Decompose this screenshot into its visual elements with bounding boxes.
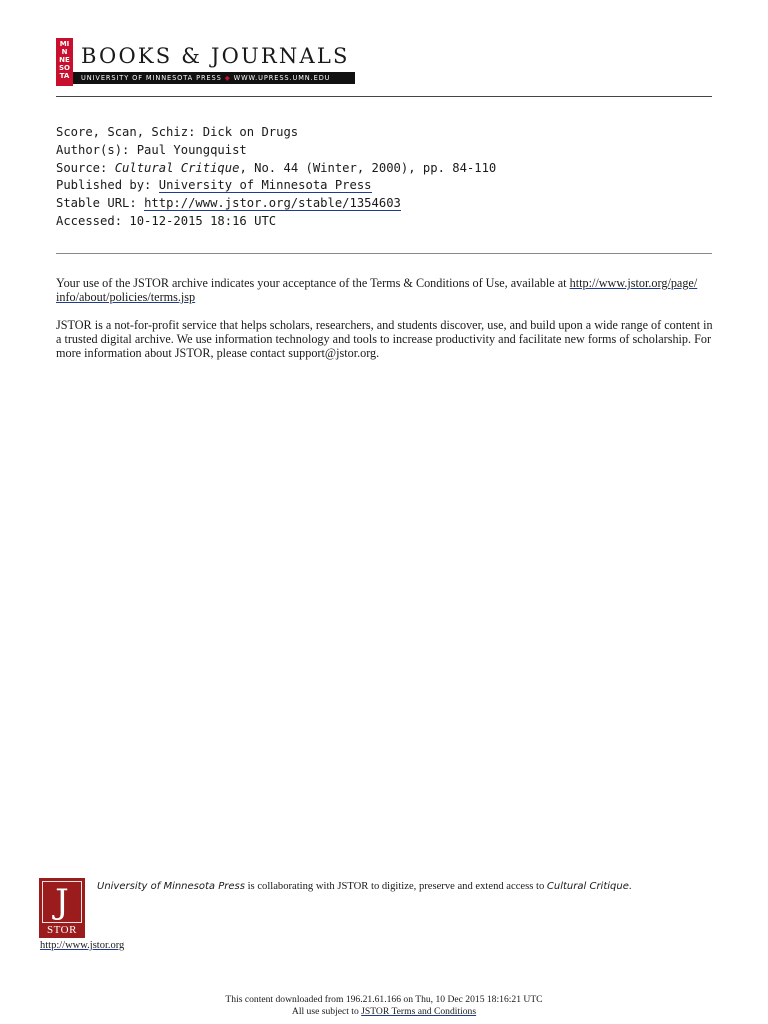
article-stable-url <box>56 195 496 213</box>
mark-letter: MI <box>59 40 70 48</box>
terms-footer-line <box>0 1006 768 1018</box>
article-authors: Author(s): Paul Youngquist <box>56 142 247 157</box>
logo-bar-press: UNIVERSITY OF MINNESOTA PRESS <box>81 74 222 82</box>
logo-bar-url: WWW.UPRESS.UMN.EDU <box>233 74 331 82</box>
download-info: This content downloaded from 196.21.61.166 on Thu, 10 Dec 2015 18:16:21 UTC <box>225 994 543 1005</box>
stable-url-label: Stable URL: <box>56 196 145 211</box>
collab-publisher: University of Minnesota Press <box>97 881 245 892</box>
terms-url-part: info/about/policies/terms.jsp <box>56 290 196 305</box>
jstor-logo-icon[interactable] <box>39 878 85 938</box>
stable-url-link[interactable]: http://www.jstor.org/stable/1354603 <box>144 196 401 211</box>
article-publisher <box>56 177 496 195</box>
logo-bar <box>73 72 355 84</box>
jstor-about-notice: JSTOR is a not-for-profit service that helps scholars, researchers, and students discover, use, and build upon a wide range of content in a trusted digital archive. We use information technology and tools to increase productivity and facilitate new forms of scholarship. For more information about JSTOR, please contact support@jstor.org. <box>56 318 713 361</box>
publisher-label: Published by: <box>56 178 159 193</box>
source-journal: Cultural Critique <box>114 160 240 175</box>
terms-notice-text: Your use of the JSTOR archive indicates your acceptance of the Terms & Conditions of Use, available at <box>56 276 570 290</box>
publisher-link[interactable]: University of Minnesota Press <box>158 178 372 193</box>
middle-divider <box>56 253 712 254</box>
article-metadata <box>56 124 496 231</box>
top-divider <box>56 96 712 97</box>
article-title: Score, Scan, Schiz: Dick on Drugs <box>56 125 299 139</box>
source-label: Source: <box>56 160 115 175</box>
mark-letter: TA <box>59 72 70 80</box>
press-logo <box>56 38 356 86</box>
collab-text: is collaborating with JSTOR to digitize, preserve and extend access to <box>244 881 547 892</box>
collab-end: . <box>628 881 632 892</box>
terms-notice <box>56 276 716 304</box>
jstor-home-link[interactable]: http://www.jstor.org <box>40 940 125 951</box>
terms-footer-prefix: All use subject to <box>291 1005 362 1017</box>
logo-title: BOOKS & JOURNALS <box>81 44 350 68</box>
mark-letter: SO <box>59 64 70 72</box>
logo-bar-separator: ◆ <box>224 74 231 82</box>
minnesota-mark-icon <box>56 38 73 86</box>
mark-letter: N <box>61 48 68 56</box>
source-details: , No. 44 (Winter, 2000), pp. 84-110 <box>239 160 497 175</box>
mark-letter: NE <box>59 56 70 64</box>
jstor-logo-letter: J <box>42 881 82 923</box>
download-footer <box>0 994 768 1017</box>
jstor-logo-word: STOR <box>47 924 77 936</box>
terms-url-part: http://www.jstor.org/page/ <box>569 276 698 290</box>
article-source <box>56 160 496 178</box>
collab-journal: Cultural Critique <box>546 881 629 892</box>
article-accessed: Accessed: 10-12-2015 18:16 UTC <box>56 213 277 228</box>
terms-conditions-link[interactable]: JSTOR Terms and Conditions <box>361 1005 477 1017</box>
collaboration-statement <box>97 880 717 894</box>
